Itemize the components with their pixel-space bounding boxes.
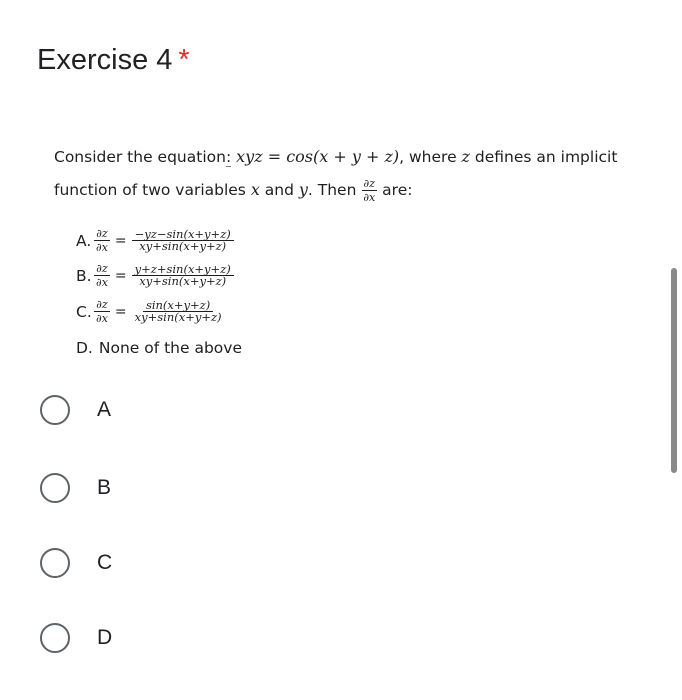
option-rhs-fraction [132, 261, 234, 288]
choice-d[interactable] [40, 623, 112, 653]
option-letter: A. [76, 231, 92, 250]
choice-label: B [97, 476, 112, 499]
partial-derivative [361, 178, 377, 203]
option-d [76, 339, 242, 357]
equation-rhs: cos(x + y + z) [286, 147, 400, 166]
option-lhs-fraction [94, 263, 110, 288]
lhs-denominator: ∂x [96, 241, 108, 254]
equals-sign: = [114, 303, 127, 320]
choice-label: D [97, 626, 113, 649]
problem-text-prefix: Consider the equation [54, 148, 226, 166]
required-asterisk: * [178, 44, 190, 76]
question-title-text: Exercise 4 [37, 44, 173, 76]
equation-eq: = [262, 147, 287, 166]
lhs-numerator: ∂z [96, 262, 108, 275]
radio-unchecked-icon[interactable] [40, 623, 70, 653]
variable-z: z [461, 147, 470, 166]
vertical-scrollbar[interactable] [671, 268, 677, 473]
partial-derivative-numerator: ∂z [363, 177, 376, 190]
option-rhs-fraction [132, 226, 234, 253]
option-letter: C. [76, 302, 92, 321]
problem-line2-then: . Then [307, 181, 362, 199]
option-letter: D. [76, 339, 93, 357]
radio-unchecked-icon[interactable] [40, 473, 70, 503]
option-c [76, 299, 225, 324]
choice-c[interactable] [40, 548, 112, 578]
problem-line2-prefix: function of two variables [54, 181, 251, 199]
option-lhs-fraction [94, 228, 110, 253]
equation-lhs: xyz [236, 147, 263, 166]
option-lhs-fraction [94, 299, 110, 324]
choice-label: A [97, 398, 112, 421]
radio-unchecked-icon[interactable] [40, 395, 70, 425]
rhs-numerator: y+z+sin(x+y+z) [132, 264, 234, 277]
problem-text-suffix: defines an implicit [469, 148, 618, 166]
lhs-numerator: ∂z [96, 227, 108, 240]
option-rhs-fraction [132, 297, 225, 324]
variable-y: y [298, 180, 308, 199]
lhs-denominator: ∂x [96, 312, 108, 325]
rhs-denominator: xy+sin(x+y+z) [139, 274, 227, 288]
rhs-numerator: sin(x+y+z) [143, 300, 213, 313]
radio-unchecked-icon[interactable] [40, 548, 70, 578]
rhs-numerator: −yz−sin(x+y+z) [132, 229, 234, 242]
option-b [76, 263, 234, 288]
problem-line-1 [54, 147, 617, 166]
option-a [76, 228, 234, 253]
equals-sign: = [114, 232, 127, 249]
question-title [37, 44, 190, 77]
rhs-denominator: xy+sin(x+y+z) [139, 239, 227, 253]
variable-x: x [250, 180, 260, 199]
option-d-text: None of the above [98, 339, 243, 357]
problem-colon: : [225, 148, 232, 166]
problem-line2-and: and [259, 181, 299, 199]
problem-text-mid: , where [399, 148, 462, 166]
lhs-numerator: ∂z [96, 298, 108, 311]
option-letter: B. [76, 266, 92, 285]
problem-line2-suffix: are: [377, 181, 413, 199]
lhs-denominator: ∂x [96, 276, 108, 289]
choice-label: C [97, 551, 113, 574]
rhs-denominator: xy+sin(x+y+z) [134, 310, 222, 324]
choice-a[interactable] [40, 395, 111, 425]
partial-derivative-denominator: ∂x [363, 191, 376, 204]
problem-line-2 [54, 178, 412, 203]
equals-sign: = [114, 267, 127, 284]
choice-b[interactable] [40, 473, 111, 503]
